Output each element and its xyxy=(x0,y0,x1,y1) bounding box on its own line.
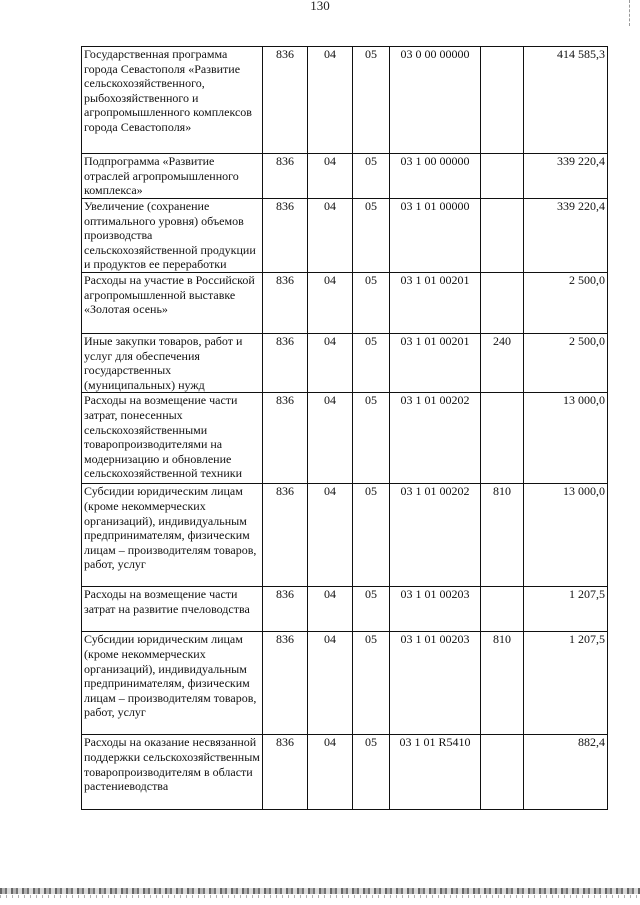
table-row xyxy=(82,735,608,810)
row-subsection: 05 xyxy=(353,393,390,484)
row-target-article: 03 1 01 00202 xyxy=(390,393,481,484)
budget-table xyxy=(81,46,608,810)
row-glava: 836 xyxy=(263,393,308,484)
row-subsection: 05 xyxy=(353,47,390,154)
table-row xyxy=(82,47,608,154)
row-glava: 836 xyxy=(263,199,308,273)
row-name: Расходы на оказание несвязанной поддержки сельскохозяйственным товаропроизводителям в области растениеводства xyxy=(82,735,263,810)
row-name: Субсидии юридическим лицам (кроме некоммерческих организаций), индивидуальным предпринимателям, физическим лицам – производителям товаров, работ, услуг xyxy=(82,484,263,587)
row-glava: 836 xyxy=(263,484,308,587)
row-glava: 836 xyxy=(263,333,308,392)
table-row xyxy=(82,393,608,484)
row-amount: 414 585,3 xyxy=(524,47,608,154)
row-name: Субсидии юридическим лицам (кроме некоммерческих организаций), индивидуальным предпринимателям, физическим лицам – производителям товаров, работ, услуг xyxy=(82,632,263,735)
scan-artifact-2 xyxy=(0,895,640,898)
row-target-article: 03 1 01 00203 xyxy=(390,587,481,632)
row-subsection: 05 xyxy=(353,484,390,587)
row-amount: 1 207,5 xyxy=(524,632,608,735)
row-name: Увеличение (сохранение оптимального уровня) объемов производства сельскохозяйственной продукции и продуктов ее переработки xyxy=(82,199,263,273)
row-name: Расходы на возмещение части затрат, понесенных сельскохозяйственными товаропроизводителями на модернизацию и обновление сельскохозяйственной техники xyxy=(82,393,263,484)
row-glava: 836 xyxy=(263,154,308,199)
row-amount: 339 220,4 xyxy=(524,199,608,273)
row-name: Расходы на участие в Российской агропромышленной выставке «Золотая осень» xyxy=(82,272,263,333)
table-row xyxy=(82,154,608,199)
row-expense-type: 810 xyxy=(481,632,524,735)
row-section: 04 xyxy=(308,272,353,333)
row-section: 04 xyxy=(308,735,353,810)
row-section: 04 xyxy=(308,484,353,587)
row-name: Иные закупки товаров, работ и услуг для обеспечения государственных (муниципальных) нужд xyxy=(82,333,263,392)
row-section: 04 xyxy=(308,632,353,735)
row-expense-type xyxy=(481,199,524,273)
row-name: Государственная программа города Севастополя «Развитие сельскохозяйственного, рыбохозяйственного и агропромышленного комплексов города Севастополя» xyxy=(82,47,263,154)
page-number: 130 xyxy=(310,0,330,13)
row-expense-type xyxy=(481,272,524,333)
row-glava: 836 xyxy=(263,632,308,735)
table-row xyxy=(82,199,608,273)
row-subsection: 05 xyxy=(353,272,390,333)
row-section: 04 xyxy=(308,154,353,199)
row-name: Подпрограмма «Развитие отраслей агропромышленного комплекса» xyxy=(82,154,263,199)
row-expense-type: 240 xyxy=(481,333,524,392)
row-expense-type xyxy=(481,587,524,632)
row-glava: 836 xyxy=(263,47,308,154)
row-subsection: 05 xyxy=(353,587,390,632)
row-expense-type: 810 xyxy=(481,484,524,587)
row-expense-type xyxy=(481,154,524,199)
row-target-article: 03 1 01 00201 xyxy=(390,272,481,333)
row-section: 04 xyxy=(308,199,353,273)
row-subsection: 05 xyxy=(353,333,390,392)
row-section: 04 xyxy=(308,333,353,392)
row-glava: 836 xyxy=(263,587,308,632)
row-amount: 2 500,0 xyxy=(524,333,608,392)
row-amount: 13 000,0 xyxy=(524,393,608,484)
row-subsection: 05 xyxy=(353,199,390,273)
row-target-article: 03 1 00 00000 xyxy=(390,154,481,199)
table-row xyxy=(82,272,608,333)
scan-edge xyxy=(629,0,640,26)
row-amount: 882,4 xyxy=(524,735,608,810)
row-subsection: 05 xyxy=(353,735,390,810)
row-target-article: 03 1 01 00202 xyxy=(390,484,481,587)
row-section: 04 xyxy=(308,587,353,632)
row-expense-type xyxy=(481,393,524,484)
row-amount: 339 220,4 xyxy=(524,154,608,199)
table-row xyxy=(82,587,608,632)
row-name: Расходы на возмещение части затрат на развитие пчеловодства xyxy=(82,587,263,632)
row-target-article: 03 1 01 00201 xyxy=(390,333,481,392)
row-target-article: 03 0 00 00000 xyxy=(390,47,481,154)
row-glava: 836 xyxy=(263,272,308,333)
scan-artifact xyxy=(0,888,640,894)
row-amount: 2 500,0 xyxy=(524,272,608,333)
row-glava: 836 xyxy=(263,735,308,810)
row-target-article: 03 1 01 00203 xyxy=(390,632,481,735)
row-target-article: 03 1 01 00000 xyxy=(390,199,481,273)
row-section: 04 xyxy=(308,47,353,154)
row-expense-type xyxy=(481,47,524,154)
table-row xyxy=(82,484,608,587)
row-subsection: 05 xyxy=(353,154,390,199)
table-row xyxy=(82,333,608,392)
row-target-article: 03 1 01 R5410 xyxy=(390,735,481,810)
row-amount: 13 000,0 xyxy=(524,484,608,587)
row-subsection: 05 xyxy=(353,632,390,735)
table-row xyxy=(82,632,608,735)
row-section: 04 xyxy=(308,393,353,484)
row-expense-type xyxy=(481,735,524,810)
row-amount: 1 207,5 xyxy=(524,587,608,632)
